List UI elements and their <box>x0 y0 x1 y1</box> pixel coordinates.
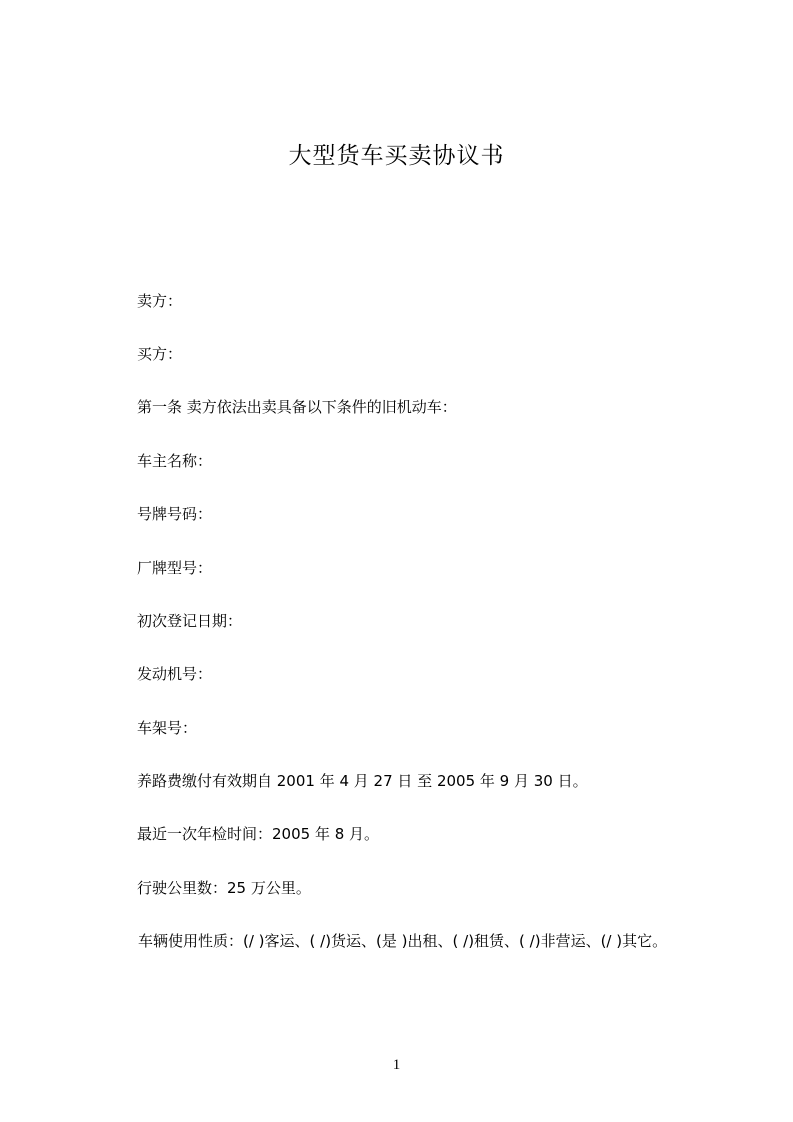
seller-line: 卖方： <box>137 292 183 310</box>
page-number: 1 <box>392 1057 401 1073</box>
frame-number-line: 车架号： <box>137 719 198 737</box>
plate-number-line: 号牌号码： <box>137 505 213 523</box>
road-fee-validity-line: 养路费缴付有效期自 2001 年 4 月 27 日 至 2005 年 9 月 30 日。 <box>137 772 588 790</box>
vehicle-usage-paragraph: 车辆使用性质：(/ )客运、( /)货运、(是 )出租、( /)租赁、( /)非营运、(/ )其它。 <box>138 932 668 950</box>
first-registration-date-line: 初次登记日期： <box>137 612 243 630</box>
brand-model-line: 厂牌型号： <box>137 559 213 577</box>
last-inspection-line: 最近一次年检时间：2005 年 8 月。 <box>137 825 380 843</box>
engine-number-line: 发动机号： <box>137 665 213 683</box>
mileage-line: 行驶公里数：25 万公里。 <box>137 879 311 897</box>
owner-name-line: 车主名称： <box>137 452 213 470</box>
article-one-line: 第一条 卖方依法出卖具备以下条件的旧机动车： <box>137 398 457 416</box>
document-title: 大型货车买卖协议书 <box>288 143 505 169</box>
buyer-line: 买方： <box>137 345 183 363</box>
